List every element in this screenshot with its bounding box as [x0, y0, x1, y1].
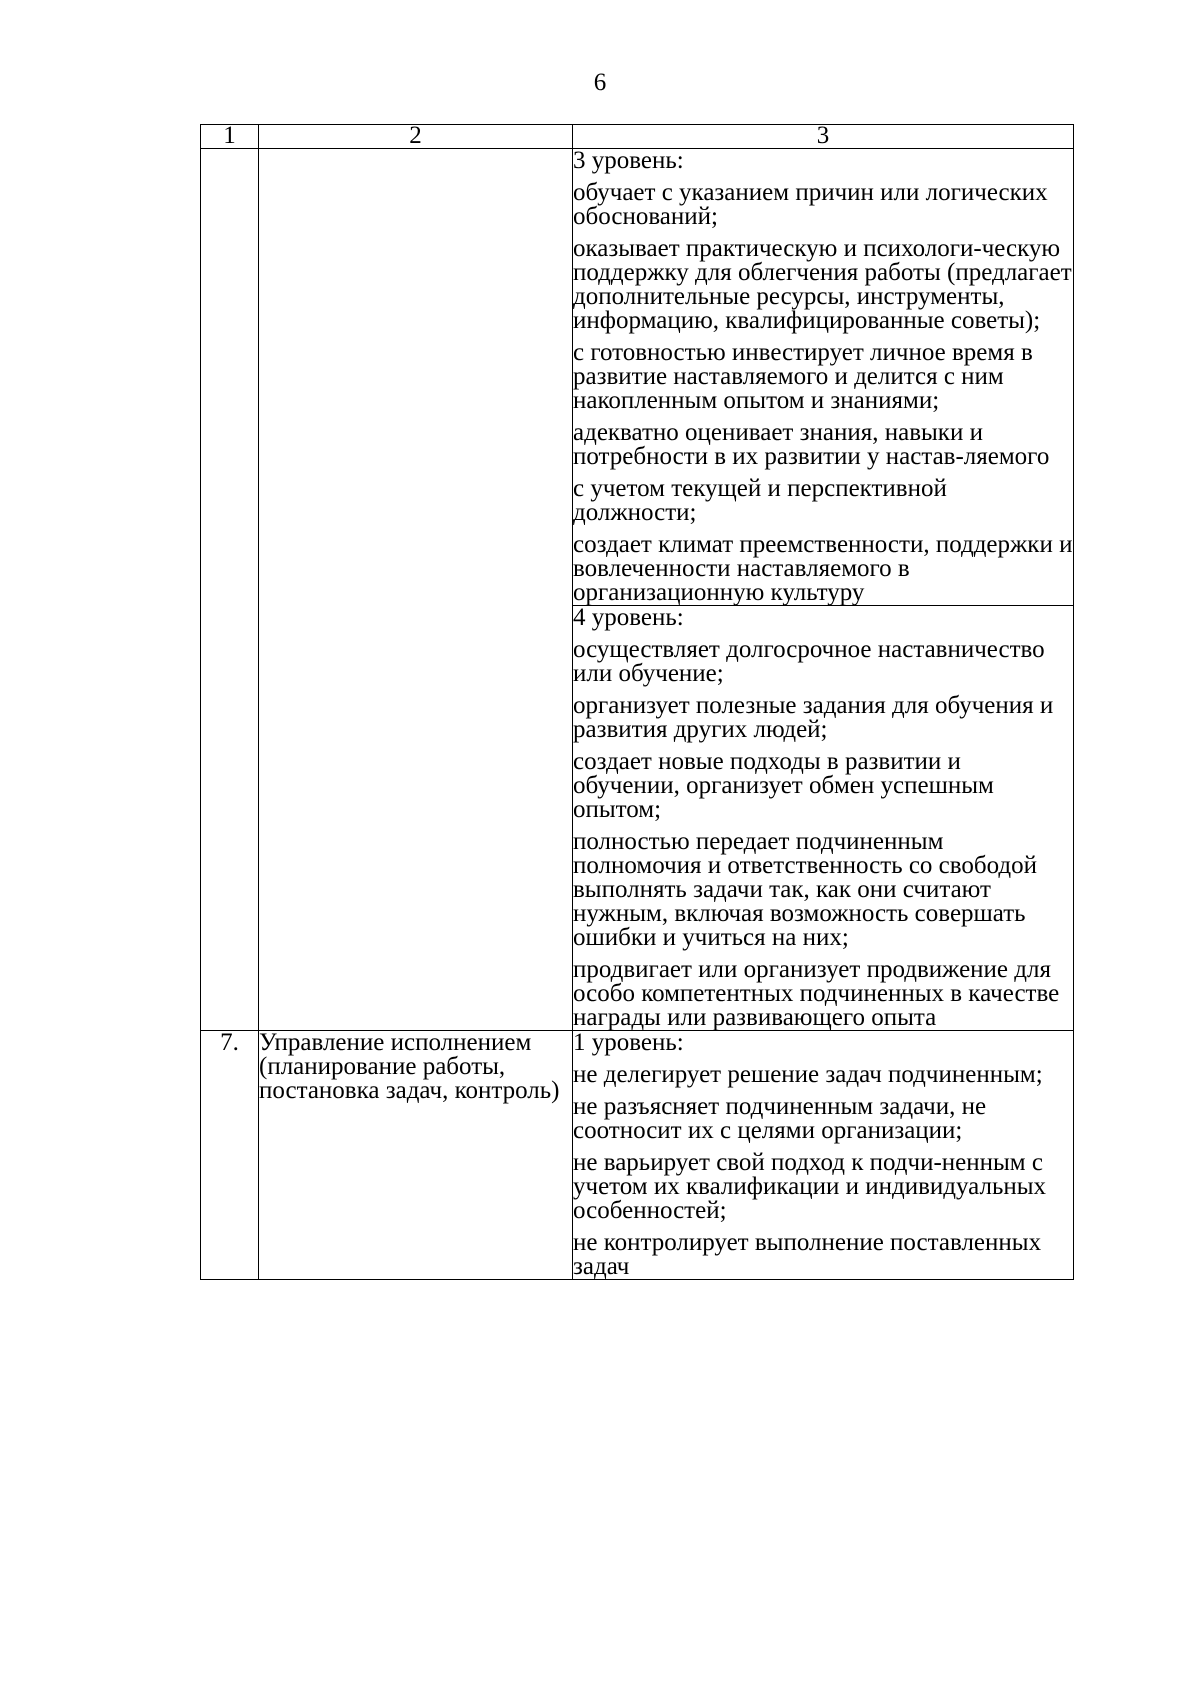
- table-row: [201, 1031, 1074, 1280]
- competency-name-cell: [259, 149, 573, 1031]
- level-cell-4: [573, 606, 1074, 1031]
- row-number-cell: 7.: [201, 1031, 259, 1280]
- list-item: оказывает практическую и психологи-ческую поддержку для облегчения работы (предлагает дополнительные ресурсы, инструменты, информацию, квалифицированные советы);: [573, 235, 1072, 334]
- list-item: с готовностью инвестирует личное время в развитие наставляемого и делится с ним накопленным опытом и знаниями;: [573, 339, 1033, 414]
- table-row: [201, 149, 1074, 606]
- list-item: осуществляет долгосрочное наставничество или обучение;: [573, 636, 1045, 687]
- list-item: полностью передает подчиненным полномочия и ответственность со свободой выполнять задачи так, как они считают нужным, включая возможность совершать ошибки и учиться на них;: [573, 828, 1038, 951]
- header-cell-3: 3: [573, 125, 1074, 149]
- table-header-row: [201, 125, 1074, 149]
- level-title: 3 уровень:: [573, 147, 684, 174]
- level-title: 1 уровень:: [573, 1029, 684, 1056]
- header-cell-2: 2: [259, 125, 573, 149]
- list-item: не контролирует выполнение поставленных задач: [573, 1229, 1042, 1280]
- level-cell-3: [573, 149, 1074, 606]
- list-item: продвигает или организует продвижение для особо компетентных подчиненных в качестве награды или развивающего опыта: [573, 956, 1060, 1031]
- list-item: обучает с указанием причин или логических обоснований;: [573, 179, 1048, 230]
- header-cell-1: 1: [201, 125, 259, 149]
- list-item: создает климат преемственности, поддержки и вовлеченности наставляемого в организационную культуру: [573, 531, 1073, 606]
- competency-table: [200, 124, 1074, 1280]
- list-item: не разъясняет подчиненным задачи, не соотносит их с целями организации;: [573, 1093, 987, 1144]
- list-item: создает новые подходы в развитии и обучении, организует обмен успешным опытом;: [573, 748, 994, 823]
- competency-name-cell: Управление исполнением (планирование работы, постановка задач, контроль): [259, 1031, 573, 1280]
- level-cell-1: [573, 1031, 1074, 1280]
- list-item: не варьирует свой подход к подчи-ненным с учетом их квалификации и индивидуальных особенностей;: [573, 1149, 1047, 1224]
- row-number-cell: [201, 149, 259, 1031]
- list-item: не делегирует решение задач подчиненным;: [573, 1061, 1043, 1088]
- list-item: адекватно оценивает знания, навыки и потребности в их развитии у настав-ляемого: [573, 419, 1050, 470]
- page-number: 6: [593, 69, 607, 96]
- list-item: с учетом текущей и перспективной должности;: [573, 475, 947, 526]
- level-title: 4 уровень:: [573, 604, 684, 631]
- list-item: организует полезные задания для обучения и развития других людей;: [573, 692, 1054, 743]
